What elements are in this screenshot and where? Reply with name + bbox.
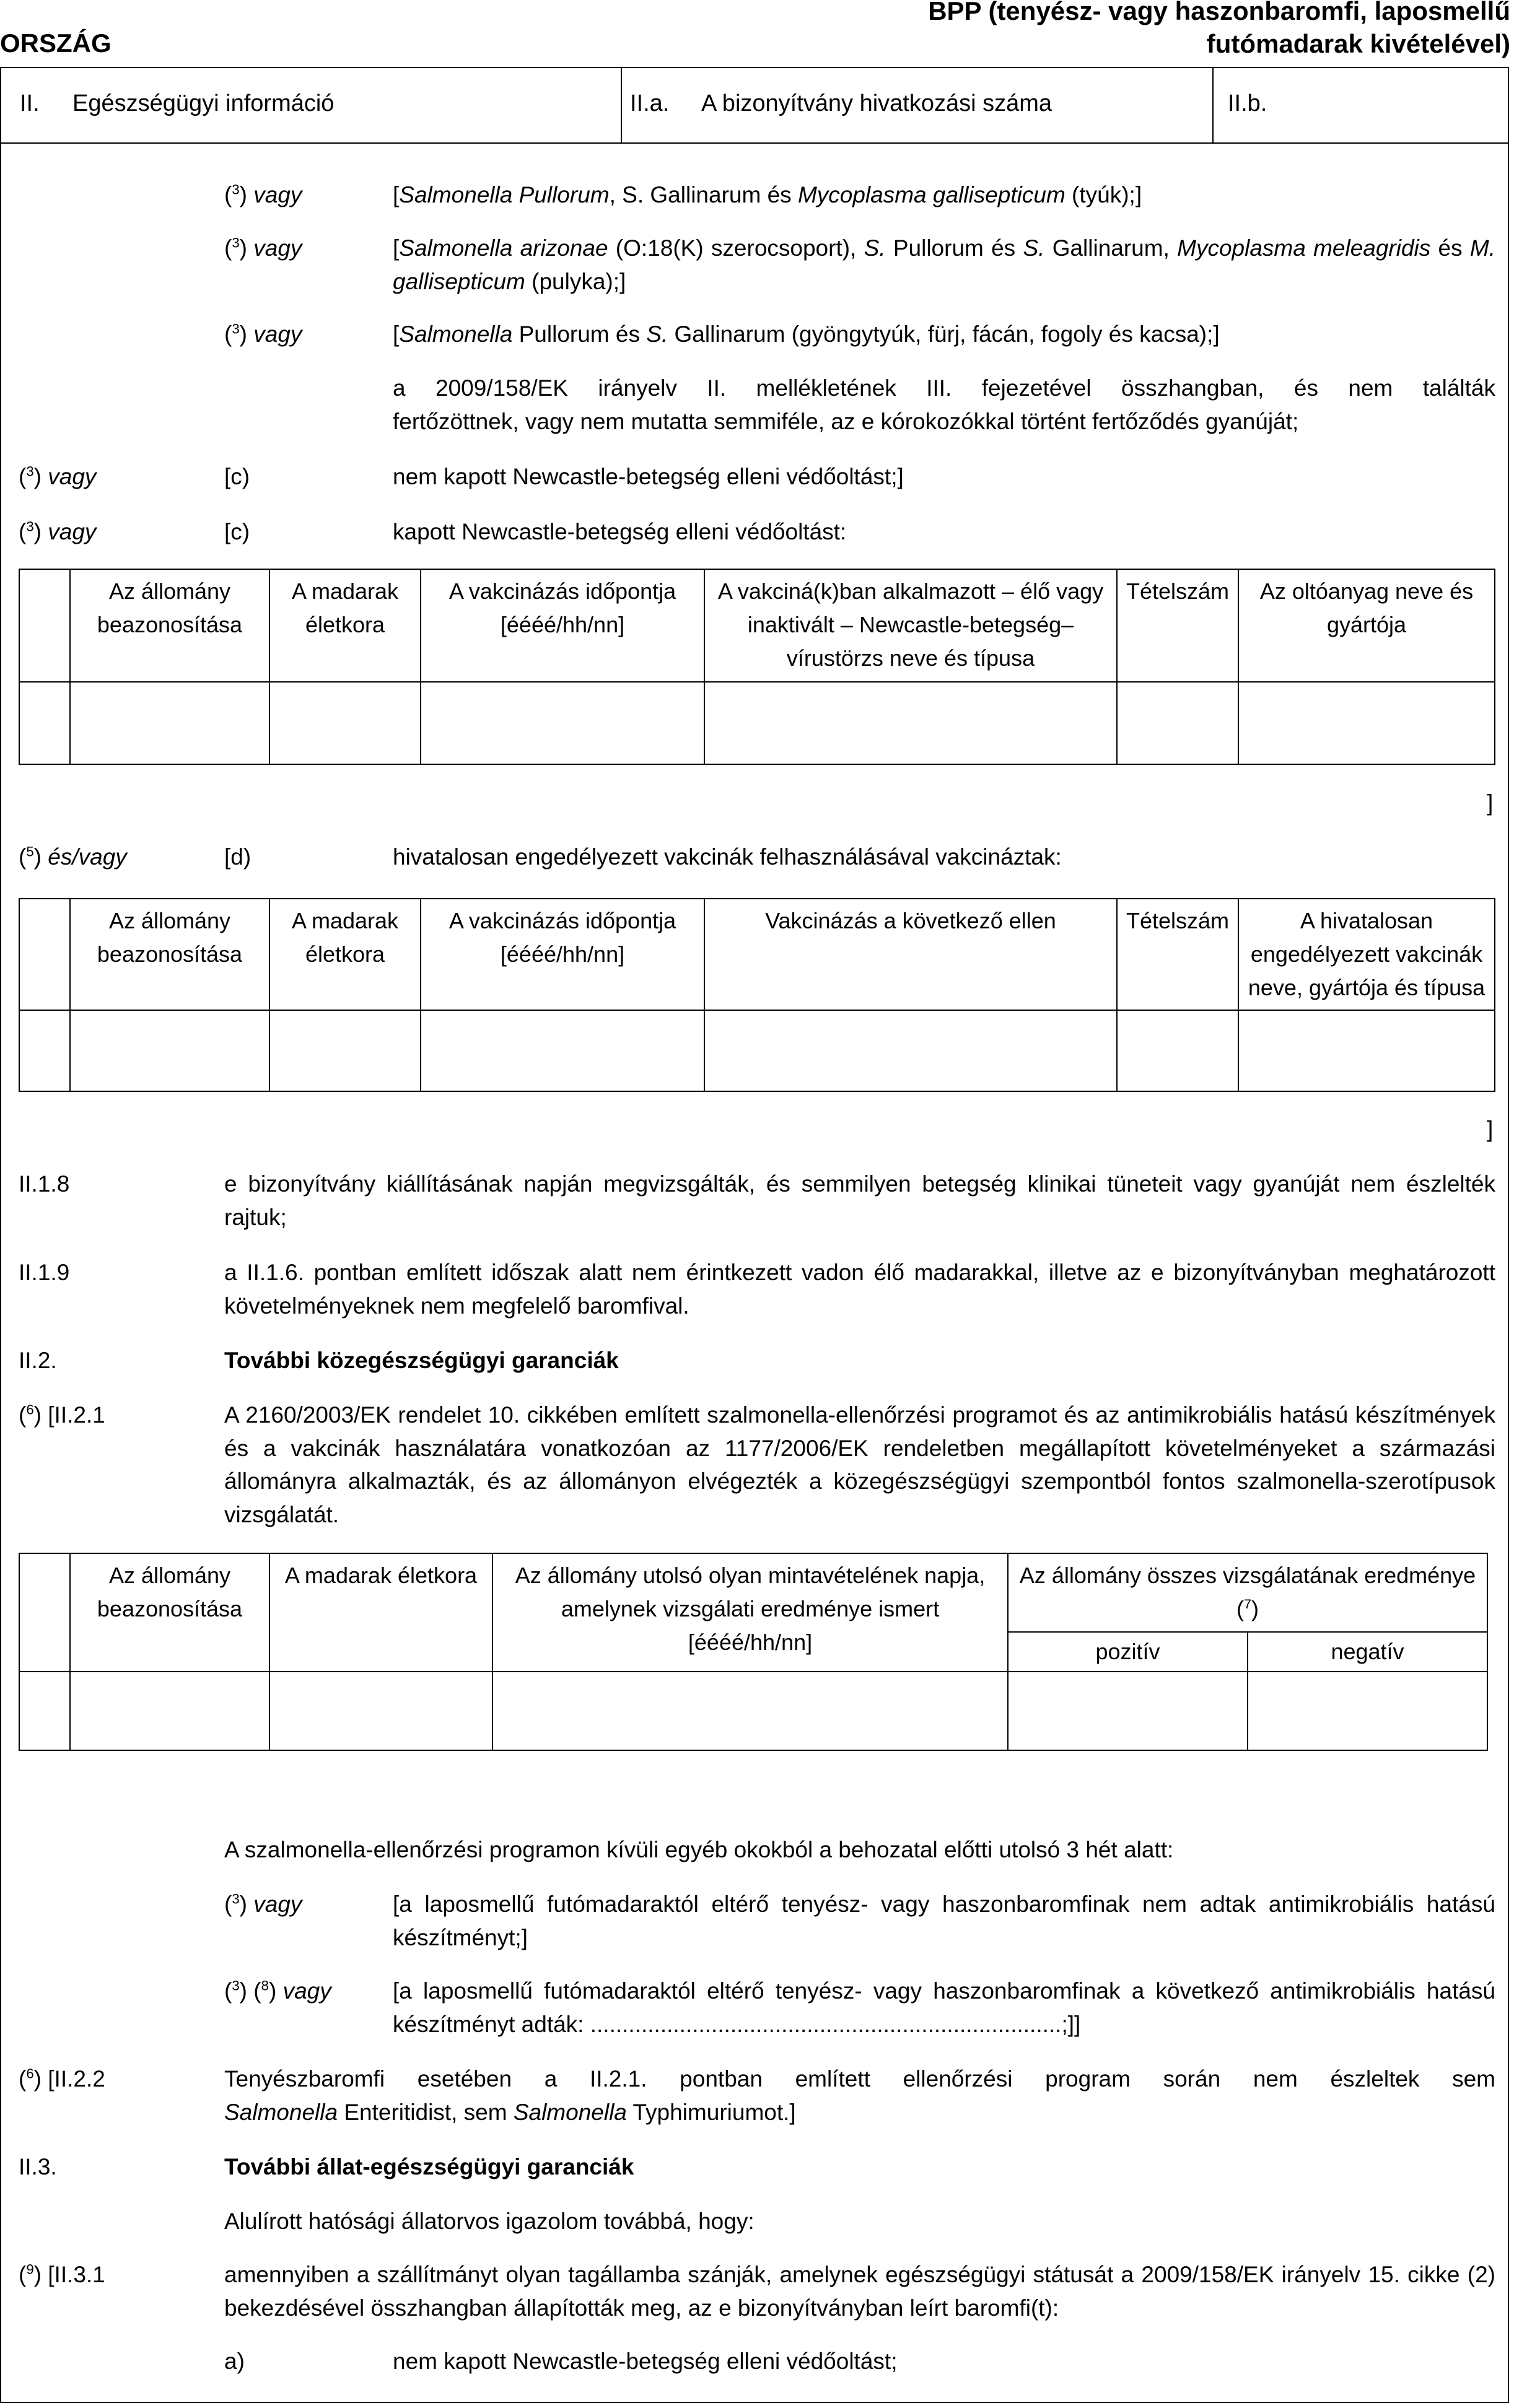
column-header: Az állomány beazonosítása: [70, 569, 269, 682]
table-cell[interactable]: [1008, 1672, 1248, 1750]
section-number: II.2.: [19, 1348, 57, 1373]
section-number: II.3.: [19, 2154, 57, 2179]
table-cell[interactable]: [421, 682, 704, 764]
option-letter: [c): [224, 464, 250, 489]
table-cell[interactable]: [1238, 682, 1495, 764]
table-cell[interactable]: [19, 682, 70, 764]
section-heading: További közegészségügyi garanciák: [224, 1348, 619, 1373]
column-header: pozitív: [1008, 1632, 1248, 1672]
item-text: Tenyészbaromfi esetében a II.2.1. pontban említett ellenőrzési program során nem észleltek sem Salmonella Enteritidist, sem Salmonella Typhimuriumot.]: [224, 2066, 1495, 2125]
reference-label: A bizonyítvány hivatkozási száma: [701, 90, 1052, 116]
antimicrobial-option-text: [a laposmellű futómadaraktól eltérő tenyész- vagy haszonbaromfinak nem adtak antimikrobiális hatású készítményt;]: [393, 1891, 1495, 1950]
table-cell[interactable]: [19, 1010, 70, 1091]
reference-label-number: II.a.: [630, 90, 670, 116]
closing-bracket: ]: [1487, 1117, 1494, 1142]
item-number: ($^9$) [II.3.1: [19, 2261, 105, 2287]
certificate-title: [928, 0, 1510, 60]
table-cell[interactable]: [492, 1672, 1008, 1750]
item-text: A 2160/2003/EK rendelet 10. cikkében említett szalmonella-ellenőrzési programot és az antimikrobiális hatású készítmények és a vakcinák használatára vonatkozóan az 1177/2006/EK rendeletben megállapított követelményeket a származási állományra alkalmazták, és az állományon elvégezték a közegészségügyi szempontból fontos szalmonella-szerotípusok vizsgálatát.: [224, 1402, 1495, 1527]
table-cell: [19, 1553, 70, 1672]
column-header: A vakcinázás időpontja [éééé/hh/nn]: [421, 899, 704, 1010]
table-cell[interactable]: [1117, 682, 1238, 764]
country-label: ORSZÁG: [0, 28, 112, 58]
option-marker: ($^3$) vagy: [19, 463, 97, 489]
table-cell[interactable]: [269, 682, 421, 764]
newcastle-vaccination-table: [19, 569, 1495, 765]
salmonella-note: a 2009/158/EK irányelv II. mellékletének III. fejezetével összhangban, és nem találták fertőzöttnek, vagy nem mutatta semmiféle, az e kórokozókkal történt fertőződés gyanúját;: [393, 375, 1495, 434]
antimicrobial-option-text: [a laposmellű futómadaraktól eltérő tenyész- vagy haszonbaromfinak a következő antimikrobiális hatású készítményt adták: ..........................................................................;]]: [393, 1978, 1495, 2037]
certificate-title-line1: BPP (tenyész- vagy haszonbaromfi, laposmellű: [928, 0, 1510, 25]
item-number: II.1.9: [19, 1260, 70, 1285]
section-number: II.: [20, 90, 40, 116]
item-text: amennyiben a szállítmányt olyan tagállamba szánják, amelynek egészségügyi státusát a 2009/158/EK irányelv 15. cikke (2) bekezdésével összhangban állapították meg, az e bizonyítványban leírt baromfi(t):: [224, 2262, 1495, 2321]
item-text: e bizonyítvány kiállításának napján megvizsgálták, és semmilyen betegség klinikai tüneteit vagy gyanúját nem észlelték rajtuk;: [224, 1171, 1495, 1230]
option-letter: [d): [224, 844, 252, 870]
column-header: Az állomány beazonosítása: [70, 899, 269, 1010]
option-marker: ($^5$) és/vagy: [19, 844, 127, 870]
certificate-title-line2: futómadarak kivételével): [1206, 28, 1510, 58]
salmonella-option-turkey: [Salmonella arizonae (O:18(K) szerocsoport), S. Pullorum és S. Gallinarum, Mycoplasma meleagridis és M. gallisepticum (pulyka);]: [393, 235, 1496, 294]
item-number: ($^6$) [II.2.2: [19, 2066, 105, 2092]
vaccination-option-text: hivatalosan engedélyezett vakcinák felhasználásával vakcináztak:: [393, 844, 1062, 870]
column-header: Az állomány beazonosítása: [70, 1553, 269, 1672]
option-marker: ($^3$) ($^8$) vagy: [224, 1978, 331, 2004]
option-marker: ($^3$) vagy: [224, 181, 302, 207]
table-cell[interactable]: [704, 1010, 1117, 1091]
table-row: [19, 1010, 1495, 1091]
option-marker: ($^3$) vagy: [224, 235, 302, 261]
column-header: A madarak életkora: [269, 1553, 492, 1672]
option-letter: [c): [224, 519, 250, 544]
table-header-row: [19, 899, 1495, 1010]
approved-vaccination-table: [19, 898, 1495, 1092]
antimicrobial-intro: A szalmonella-ellenőrzési programon kívüli egyéb okokból a behozatal előtti utolsó 3 hét alatt:: [224, 1837, 1174, 1862]
column-header: negatív: [1248, 1632, 1487, 1672]
column-header: Az állomány összes vizsgálatának eredménye ($^7$): [1008, 1553, 1487, 1632]
table-cell[interactable]: [70, 682, 269, 764]
section-heading: További állat-egészségügyi garanciák: [224, 2154, 634, 2179]
vaccination-option-text: kapott Newcastle-betegség elleni védőoltást:: [393, 519, 847, 544]
column-header: A madarak életkora: [269, 569, 421, 682]
option-marker: ($^3$) vagy: [224, 321, 302, 347]
item-number: ($^6$) [II.2.1: [19, 1402, 105, 1428]
salmonella-option-chicken: [Salmonella Pullorum, S. Gallinarum és Mycoplasma gallisepticum (tyúk);]: [393, 182, 1142, 207]
table-cell[interactable]: [70, 1010, 269, 1091]
salmonella-option-other: [Salmonella Pullorum és S. Gallinarum (gyöngytyúk, fürj, fácán, fogoly és kacsa);]: [393, 321, 1220, 347]
column-header: Vakcinázás a következő ellen: [704, 899, 1117, 1010]
column-header: A hivatalosan engedélyezett vakcinák neve, gyártója és típusa: [1238, 899, 1495, 1010]
divider: [1212, 68, 1214, 142]
divider: [621, 68, 622, 142]
item-number: II.1.8: [19, 1171, 70, 1197]
table-cell[interactable]: [19, 1672, 70, 1750]
statement-intro: Alulírott hatósági állatorvos igazolom továbbá, hogy:: [224, 2209, 755, 2234]
closing-bracket: ]: [1487, 790, 1494, 816]
option-marker: ($^3$) vagy: [19, 518, 97, 544]
column-header: A vakcinázás időpontja [éééé/hh/nn]: [421, 569, 704, 682]
vaccination-option-text: nem kapott Newcastle-betegség elleni védőoltást;]: [393, 464, 904, 489]
table-cell[interactable]: [269, 1672, 492, 1750]
table-cell[interactable]: [1248, 1672, 1487, 1750]
table-cell[interactable]: [1238, 1010, 1495, 1091]
column-header: Tételszám: [1117, 569, 1238, 682]
reference-b-label: II.b.: [1228, 90, 1267, 116]
table-cell[interactable]: [269, 1010, 421, 1091]
salmonella-test-table: [19, 1553, 1488, 1751]
table-cell[interactable]: [421, 1010, 704, 1091]
table-header-row: [19, 1553, 1487, 1632]
column-header: Tételszám: [1117, 899, 1238, 1010]
table-cell[interactable]: [1117, 1010, 1238, 1091]
column-header: Az oltóanyag neve és gyártója: [1238, 569, 1495, 682]
table-cell[interactable]: [704, 682, 1117, 764]
column-header: Az állomány utolsó olyan mintavételének napja, amelynek vizsgálati eredménye ismert [éééé/hh/nn]: [492, 1553, 1008, 1672]
option-marker: ($^3$) vagy: [224, 1891, 302, 1917]
table-row: [19, 682, 1495, 764]
item-letter: a): [224, 2349, 245, 2374]
section-title: Egészségügyi információ: [72, 90, 335, 116]
table-cell: [19, 569, 70, 682]
item-text: a II.1.6. pontban említett időszak alatt nem érintkezett vadon élő madarakkal, illetve az e bizonyítványban meghatározott követelményeknek nem megfelelő baromfival.: [224, 1260, 1495, 1319]
table-row: [19, 1672, 1487, 1750]
column-header: A madarak életkora: [269, 899, 421, 1010]
table-cell: [19, 899, 70, 1010]
table-header-row: [19, 569, 1495, 682]
table-cell[interactable]: [70, 1672, 269, 1750]
column-header: A vakciná(k)ban alkalmazott – élő vagy inaktivált – Newcastle-betegség–vírustörzs neve és típusa: [704, 569, 1117, 682]
section-header-bar: [0, 67, 1509, 144]
item-text: nem kapott Newcastle-betegség elleni védőoltást;: [393, 2349, 898, 2374]
